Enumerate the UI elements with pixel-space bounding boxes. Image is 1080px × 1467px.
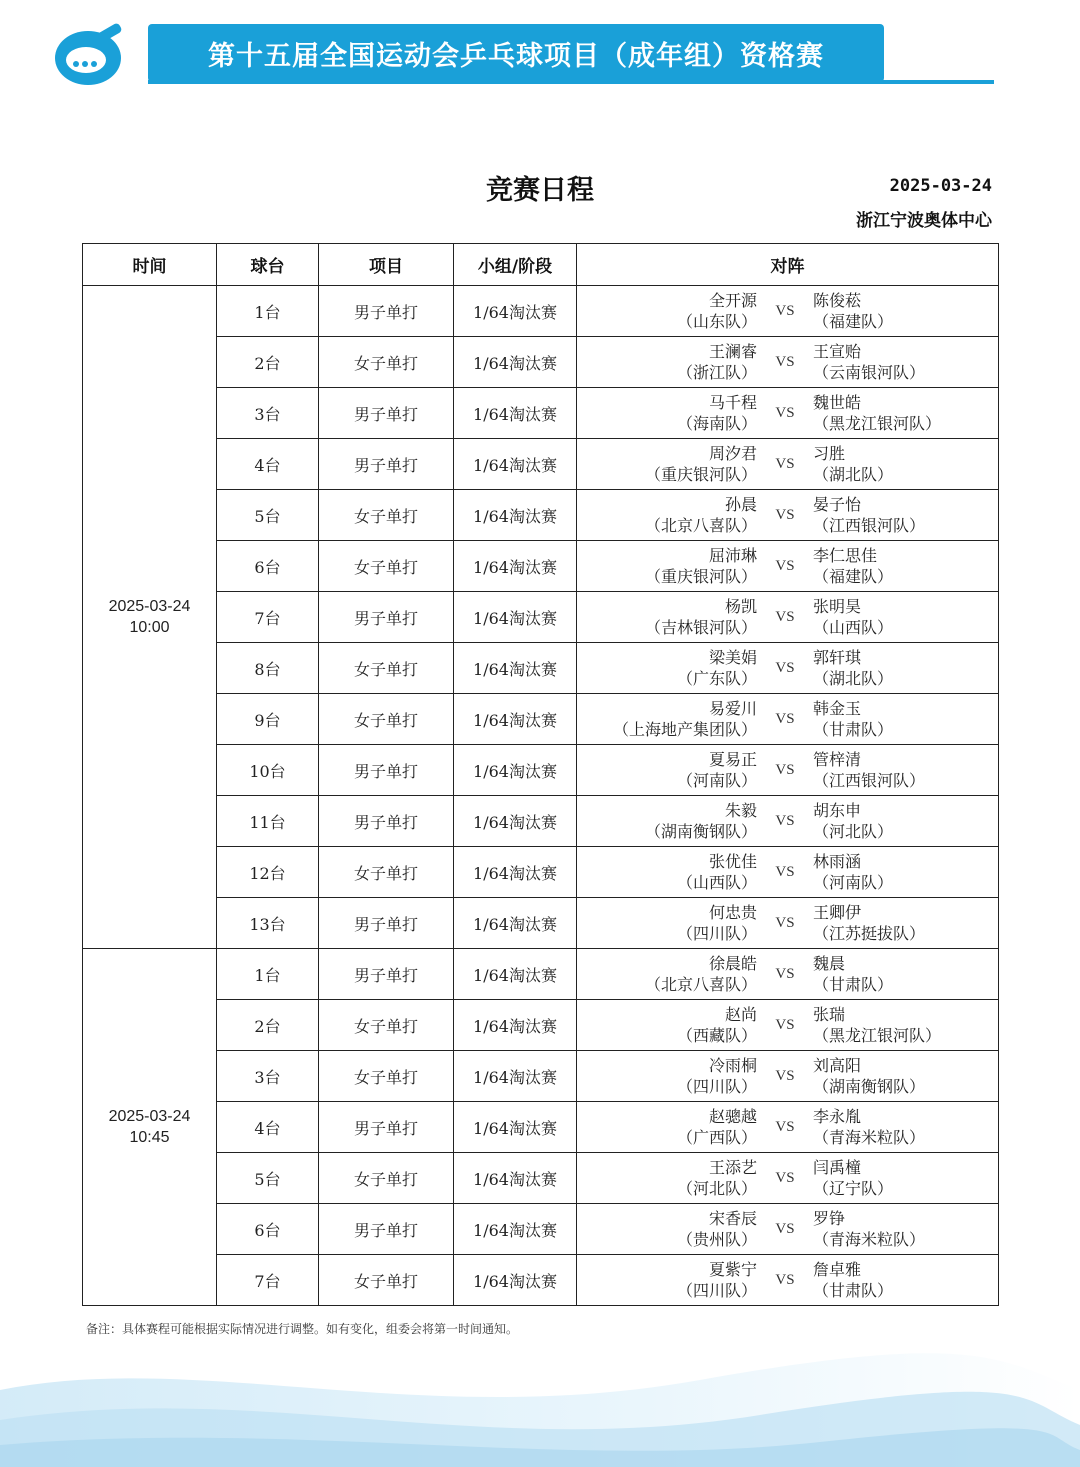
stage-cell: 1/64淘汰赛 [454, 490, 577, 541]
player-two-name: 韩金玉 [813, 699, 862, 718]
table-number-cell: 11台 [217, 796, 319, 847]
vs-label: VS [775, 914, 795, 931]
player-two-team: （福建队） [813, 312, 894, 331]
player-two-name: 李仁思佳 [813, 546, 878, 565]
matchup [577, 1102, 998, 1152]
player-two [813, 392, 998, 434]
table-row [83, 796, 999, 847]
schedule-body [83, 286, 999, 1306]
player-one-team: （北京八喜队） [644, 516, 757, 535]
player-two-name: 詹卓雅 [813, 1260, 862, 1279]
table-number-cell: 5台 [217, 1153, 319, 1204]
player-two-team: （江西银河队） [813, 516, 926, 535]
matchup [577, 286, 998, 336]
stage-cell: 1/64淘汰赛 [454, 439, 577, 490]
player-two-team: （湖南衡钢队） [813, 1077, 926, 1096]
player-one [577, 902, 757, 944]
column-header-event: 项目 [319, 244, 454, 286]
player-two-team: （青海米粒队） [813, 1230, 926, 1249]
matchup [577, 1255, 998, 1305]
table-row [83, 337, 999, 388]
session-time: 10:00 [129, 619, 170, 636]
vs-label: VS [775, 761, 795, 778]
stage-cell: 1/64淘汰赛 [454, 1153, 577, 1204]
player-one-name: 何忠贵 [708, 903, 757, 922]
table-row [83, 388, 999, 439]
matchup-cell [577, 745, 999, 796]
matchup [577, 541, 998, 591]
column-header-time: 时间 [83, 244, 217, 286]
player-one-name: 屈沛琳 [708, 546, 757, 565]
table-number-cell: 7台 [217, 1255, 319, 1306]
player-two [813, 494, 998, 536]
player-one-team: （广西队） [676, 1128, 757, 1147]
table-number-cell: 9台 [217, 694, 319, 745]
player-two [813, 1106, 998, 1148]
player-two [813, 953, 998, 995]
player-one-name: 易爱川 [708, 699, 757, 718]
vs-label: VS [775, 302, 795, 319]
player-two [813, 851, 998, 893]
table-number-cell: 2台 [217, 337, 319, 388]
event-cell: 女子单打 [319, 1255, 454, 1306]
player-one-team: （四川队） [676, 1077, 757, 1096]
table-row [83, 1153, 999, 1204]
player-two [813, 800, 998, 842]
player-two-team: （黑龙江银河队） [813, 1026, 942, 1045]
player-one [577, 749, 757, 791]
matchup [577, 388, 998, 438]
player-one-name: 全开源 [708, 291, 757, 310]
player-one-name: 杨凯 [724, 597, 757, 616]
event-cell: 男子单打 [319, 949, 454, 1000]
player-one [577, 494, 757, 536]
vs-label: VS [775, 1067, 795, 1084]
player-two [813, 749, 998, 791]
decorative-waves [0, 1330, 1080, 1467]
player-one-team: （重庆银河队） [644, 465, 757, 484]
vs-label: VS [775, 1220, 795, 1237]
player-one-team: （广东队） [676, 669, 757, 688]
event-cell: 女子单打 [319, 490, 454, 541]
player-one-team: （山西队） [676, 873, 757, 892]
player-one [577, 596, 757, 638]
player-two-name: 魏晨 [813, 954, 846, 973]
player-two-name: 习胜 [813, 444, 846, 463]
player-two-name: 林雨涵 [813, 852, 862, 871]
event-cell: 男子单打 [319, 1204, 454, 1255]
player-two-team: （湖北队） [813, 465, 894, 484]
player-two-team: （辽宁队） [813, 1179, 894, 1198]
stage-cell: 1/64淘汰赛 [454, 1255, 577, 1306]
player-one [577, 647, 757, 689]
player-two-name: 张瑞 [813, 1005, 846, 1024]
player-one-name: 王添艺 [708, 1158, 757, 1177]
table-row [83, 643, 999, 694]
player-two-team: （河南队） [813, 873, 894, 892]
player-two-team: （河北队） [813, 822, 894, 841]
player-one-team: （四川队） [676, 1281, 757, 1300]
matchup-cell [577, 1102, 999, 1153]
event-cell: 女子单打 [319, 643, 454, 694]
event-cell: 男子单打 [319, 796, 454, 847]
player-two [813, 647, 998, 689]
vs-label: VS [775, 812, 795, 829]
column-header-stage: 小组/阶段 [454, 244, 577, 286]
event-cell: 男子单打 [319, 898, 454, 949]
player-one-team: （海南队） [676, 414, 757, 433]
event-cell: 男子单打 [319, 286, 454, 337]
event-cell: 女子单打 [319, 1000, 454, 1051]
player-one [577, 1157, 757, 1199]
player-two [813, 902, 998, 944]
player-two-team: （山西队） [813, 618, 894, 637]
player-two-team: （江西银河队） [813, 771, 926, 790]
player-one-team: （湖南衡钢队） [644, 822, 757, 841]
table-number-cell: 10台 [217, 745, 319, 796]
player-two-name: 陈俊菘 [813, 291, 862, 310]
player-one-team: （山东队） [676, 312, 757, 331]
matchup [577, 490, 998, 540]
stage-cell: 1/64淘汰赛 [454, 694, 577, 745]
player-one-team: （上海地产集团队） [612, 720, 757, 739]
matchup-cell [577, 796, 999, 847]
stage-cell: 1/64淘汰赛 [454, 592, 577, 643]
header-underline [148, 80, 994, 84]
table-row [83, 694, 999, 745]
player-one [577, 443, 757, 485]
event-cell: 男子单打 [319, 1102, 454, 1153]
player-two [813, 545, 998, 587]
player-two [813, 1055, 998, 1097]
table-number-cell: 4台 [217, 439, 319, 490]
matchup [577, 1051, 998, 1101]
player-two-team: （江苏挺拔队） [813, 924, 926, 943]
document-venue: 浙江宁波奥体中心 [856, 211, 992, 231]
matchup-cell [577, 286, 999, 337]
table-row [83, 1204, 999, 1255]
player-two [813, 341, 998, 383]
matchup-cell [577, 1051, 999, 1102]
table-header-row [83, 244, 999, 286]
player-one [577, 851, 757, 893]
table-row [83, 592, 999, 643]
player-two-name: 胡东申 [813, 801, 862, 820]
matchup-cell [577, 1000, 999, 1051]
matchup-cell [577, 541, 999, 592]
event-logo [52, 22, 126, 88]
player-one-name: 马千程 [708, 393, 757, 412]
table-number-cell: 6台 [217, 541, 319, 592]
player-two [813, 1157, 998, 1199]
event-cell: 男子单打 [319, 592, 454, 643]
vs-label: VS [775, 1118, 795, 1135]
session-time-cell [83, 286, 217, 949]
table-row [83, 1000, 999, 1051]
matchup [577, 847, 998, 897]
matchup-cell [577, 643, 999, 694]
table-number-cell: 13台 [217, 898, 319, 949]
player-one-name: 徐晨皓 [708, 954, 757, 973]
event-cell: 女子单打 [319, 1051, 454, 1102]
table-row [83, 847, 999, 898]
table-number-cell: 4台 [217, 1102, 319, 1153]
table-row [83, 1051, 999, 1102]
matchup-cell [577, 1204, 999, 1255]
matchup-cell [577, 898, 999, 949]
player-two-team: （甘肃队） [813, 720, 894, 739]
player-two-name: 刘高阳 [813, 1056, 862, 1075]
player-one [577, 1004, 757, 1046]
session-time-cell [83, 949, 217, 1306]
player-two-team: （青海米粒队） [813, 1128, 926, 1147]
player-one-team: （贵州队） [676, 1230, 757, 1249]
player-two-name: 王宣贻 [813, 342, 862, 361]
player-one-name: 王澜睿 [708, 342, 757, 361]
player-one [577, 953, 757, 995]
table-number-cell: 1台 [217, 949, 319, 1000]
player-two-team: （甘肃队） [813, 1281, 894, 1300]
matchup [577, 643, 998, 693]
player-one [577, 341, 757, 383]
vs-label: VS [775, 455, 795, 472]
matchup-cell [577, 1153, 999, 1204]
player-two-team: （湖北队） [813, 669, 894, 688]
player-one [577, 1259, 757, 1301]
stage-cell: 1/64淘汰赛 [454, 1204, 577, 1255]
table-row [83, 745, 999, 796]
stage-cell: 1/64淘汰赛 [454, 1051, 577, 1102]
table-row [83, 541, 999, 592]
player-one [577, 545, 757, 587]
stage-cell: 1/64淘汰赛 [454, 337, 577, 388]
player-one [577, 392, 757, 434]
player-one-name: 张优佳 [708, 852, 757, 871]
player-two-name: 晏子怡 [813, 495, 862, 514]
column-header-matchup: 对阵 [577, 244, 999, 286]
matchup-cell [577, 439, 999, 490]
stage-cell: 1/64淘汰赛 [454, 541, 577, 592]
player-one-name: 夏易正 [708, 750, 757, 769]
table-number-cell: 2台 [217, 1000, 319, 1051]
column-header-table: 球台 [217, 244, 319, 286]
header-banner [148, 24, 884, 82]
event-cell: 男子单打 [319, 439, 454, 490]
schedule-table [82, 243, 999, 1306]
player-two [813, 1259, 998, 1301]
player-two-name: 王卿伊 [813, 903, 862, 922]
player-two-name: 张明昊 [813, 597, 862, 616]
event-cell: 女子单打 [319, 847, 454, 898]
matchup [577, 898, 998, 948]
player-two-name: 闫禹橦 [813, 1158, 862, 1177]
stage-cell: 1/64淘汰赛 [454, 1102, 577, 1153]
player-one-name: 赵尚 [724, 1005, 757, 1024]
matchup [577, 337, 998, 387]
vs-label: VS [775, 863, 795, 880]
table-number-cell: 12台 [217, 847, 319, 898]
matchup-cell [577, 592, 999, 643]
matchup-cell [577, 1255, 999, 1306]
table-number-cell: 7台 [217, 592, 319, 643]
matchup [577, 439, 998, 489]
player-one-team: （北京八喜队） [644, 975, 757, 994]
vs-label: VS [775, 404, 795, 421]
stage-cell: 1/64淘汰赛 [454, 796, 577, 847]
player-two-name: 管梓清 [813, 750, 862, 769]
session-time: 10:45 [129, 1129, 170, 1146]
session-date: 2025-03-24 [108, 1108, 191, 1125]
footnote: 备注：具体赛程可能根据实际情况进行调整。如有变化，组委会将第一时间通知。 [86, 1322, 519, 1336]
table-number-cell: 3台 [217, 388, 319, 439]
vs-label: VS [775, 353, 795, 370]
player-two-team: （云南银河队） [813, 363, 926, 382]
vs-label: VS [775, 965, 795, 982]
table-row [83, 286, 999, 337]
document-date: 2025-03-24 [889, 176, 992, 196]
table-number-cell: 8台 [217, 643, 319, 694]
event-cell: 女子单打 [319, 694, 454, 745]
player-one-name: 周汐君 [708, 444, 757, 463]
table-row [83, 439, 999, 490]
matchup [577, 745, 998, 795]
vs-label: VS [775, 506, 795, 523]
table-number-cell: 5台 [217, 490, 319, 541]
stage-cell: 1/64淘汰赛 [454, 745, 577, 796]
player-two-team: （甘肃队） [813, 975, 894, 994]
player-one-team: （四川队） [676, 924, 757, 943]
player-one-name: 梁美娟 [708, 648, 757, 667]
stage-cell: 1/64淘汰赛 [454, 949, 577, 1000]
document-title: 竞赛日程 [486, 175, 594, 206]
event-cell: 男子单打 [319, 388, 454, 439]
player-two [813, 596, 998, 638]
vs-label: VS [775, 1169, 795, 1186]
player-one [577, 290, 757, 332]
player-one-name: 赵骢越 [708, 1107, 757, 1126]
player-one-team: （河北队） [676, 1179, 757, 1198]
matchup-cell [577, 949, 999, 1000]
vs-label: VS [775, 659, 795, 676]
player-two [813, 1208, 998, 1250]
event-cell: 男子单打 [319, 745, 454, 796]
player-one-team: （吉林银河队） [644, 618, 757, 637]
matchup [577, 796, 998, 846]
player-two [813, 698, 998, 740]
vs-label: VS [775, 1271, 795, 1288]
matchup-cell [577, 388, 999, 439]
stage-cell: 1/64淘汰赛 [454, 388, 577, 439]
table-row [83, 1255, 999, 1306]
stage-cell: 1/64淘汰赛 [454, 286, 577, 337]
player-two-name: 郭轩琪 [813, 648, 862, 667]
player-one-name: 冷雨桐 [708, 1056, 757, 1075]
table-row [83, 949, 999, 1000]
player-one-team: （重庆银河队） [644, 567, 757, 586]
stage-cell: 1/64淘汰赛 [454, 898, 577, 949]
player-two [813, 290, 998, 332]
player-one-name: 夏紫宁 [708, 1260, 757, 1279]
player-one-name: 孙晨 [724, 495, 757, 514]
player-one [577, 800, 757, 842]
player-two [813, 1004, 998, 1046]
player-one [577, 1106, 757, 1148]
player-one-team: （西藏队） [676, 1026, 757, 1045]
matchup [577, 694, 998, 744]
stage-cell: 1/64淘汰赛 [454, 643, 577, 694]
banner-title: 第十五届全国运动会乒乓球项目（成年组）资格赛 [208, 40, 824, 72]
player-one-team: （浙江队） [676, 363, 757, 382]
vs-label: VS [775, 710, 795, 727]
player-two-team: （黑龙江银河队） [813, 414, 942, 433]
matchup [577, 949, 998, 999]
stage-cell: 1/64淘汰赛 [454, 1000, 577, 1051]
vs-label: VS [775, 1016, 795, 1033]
matchup-cell [577, 847, 999, 898]
table-number-cell: 1台 [217, 286, 319, 337]
matchup [577, 592, 998, 642]
matchup-cell [577, 490, 999, 541]
matchup-cell [577, 694, 999, 745]
matchup [577, 1000, 998, 1050]
table-row [83, 1102, 999, 1153]
matchup [577, 1204, 998, 1254]
player-one [577, 698, 757, 740]
player-two-name: 罗铮 [813, 1209, 846, 1228]
player-two [813, 443, 998, 485]
vs-label: VS [775, 608, 795, 625]
event-cell: 女子单打 [319, 337, 454, 388]
table-number-cell: 3台 [217, 1051, 319, 1102]
player-two-name: 李永胤 [813, 1107, 862, 1126]
table-row [83, 490, 999, 541]
event-cell: 女子单打 [319, 1153, 454, 1204]
table-number-cell: 6台 [217, 1204, 319, 1255]
player-two-team: （福建队） [813, 567, 894, 586]
session-date: 2025-03-24 [108, 598, 191, 615]
vs-label: VS [775, 557, 795, 574]
player-one [577, 1055, 757, 1097]
player-one-name: 朱毅 [724, 801, 757, 820]
player-one-team: （河南队） [676, 771, 757, 790]
player-two-name: 魏世皓 [813, 393, 862, 412]
table-row [83, 898, 999, 949]
player-one [577, 1208, 757, 1250]
matchup-cell [577, 337, 999, 388]
event-cell: 女子单打 [319, 541, 454, 592]
player-one-name: 宋香辰 [708, 1209, 757, 1228]
stage-cell: 1/64淘汰赛 [454, 847, 577, 898]
matchup [577, 1153, 998, 1203]
